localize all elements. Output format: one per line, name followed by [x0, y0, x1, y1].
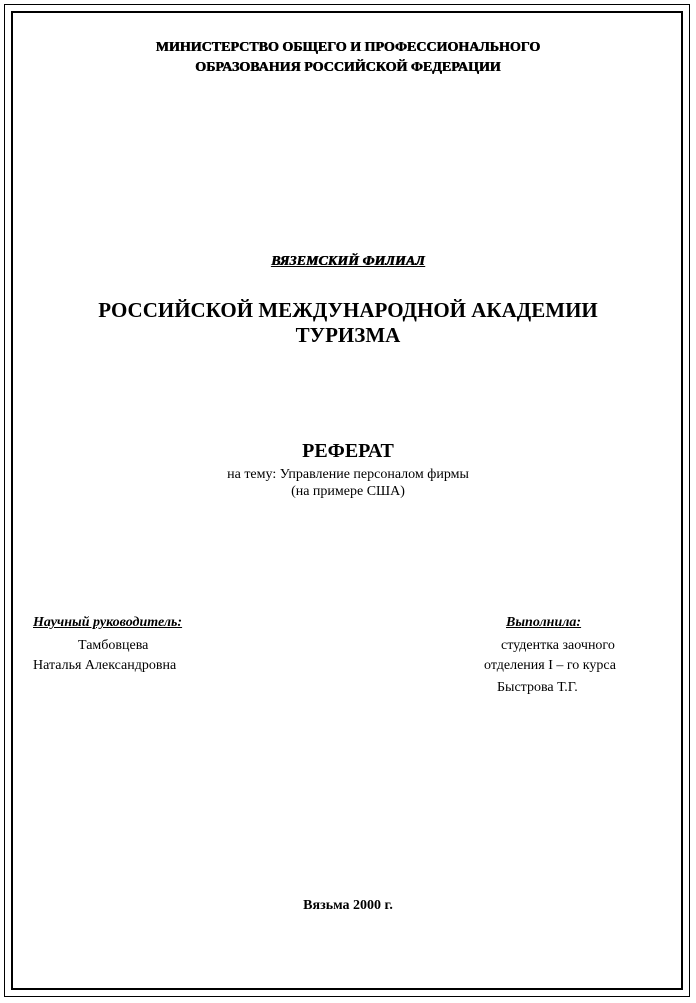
author-line-2: отделения I – го курса: [484, 658, 616, 673]
author-name: Быстрова Т.Г.: [497, 680, 578, 695]
branch-name: [0, 254, 696, 270]
topic-line-2: (на примере США): [291, 484, 405, 499]
author-label-text: Выполнила:: [506, 615, 582, 630]
supervisor-label: [33, 613, 182, 633]
work-title: РЕФЕРАТ: [302, 440, 394, 462]
author-label: [506, 613, 581, 633]
academy-line-1: РОССИЙСКОЙ МЕЖДУНАРОДНОЙ АКАДЕМИИ: [98, 298, 598, 322]
academy-name: [0, 298, 696, 348]
branch-label: ВЯЗЕМСКИЙ ФИЛИАЛ: [271, 254, 425, 269]
ministry-line-2: ОБРАЗОВАНИЯ РОССИЙСКОЙ ФЕДЕРАЦИИ: [195, 60, 501, 75]
city-year: Вязьма 2000 г.: [303, 898, 393, 913]
supervisor-name: Наталья Александровна: [33, 658, 177, 673]
page-border-inner: [11, 11, 683, 990]
supervisor-surname: Тамбовцева: [78, 638, 149, 653]
ministry-header: [0, 38, 696, 78]
academy-line-2: ТУРИЗМА: [295, 323, 401, 347]
supervisor-label-text: Научный руководитель:: [33, 615, 183, 630]
work-topic: [0, 466, 696, 500]
author-line-1: студентка заочного: [501, 638, 615, 653]
ministry-line-1: МИНИСТЕРСТВО ОБЩЕГО И ПРОФЕССИОНАЛЬНОГО: [155, 40, 541, 55]
topic-line-1: на тему: Управление персоналом фирмы: [227, 467, 469, 482]
